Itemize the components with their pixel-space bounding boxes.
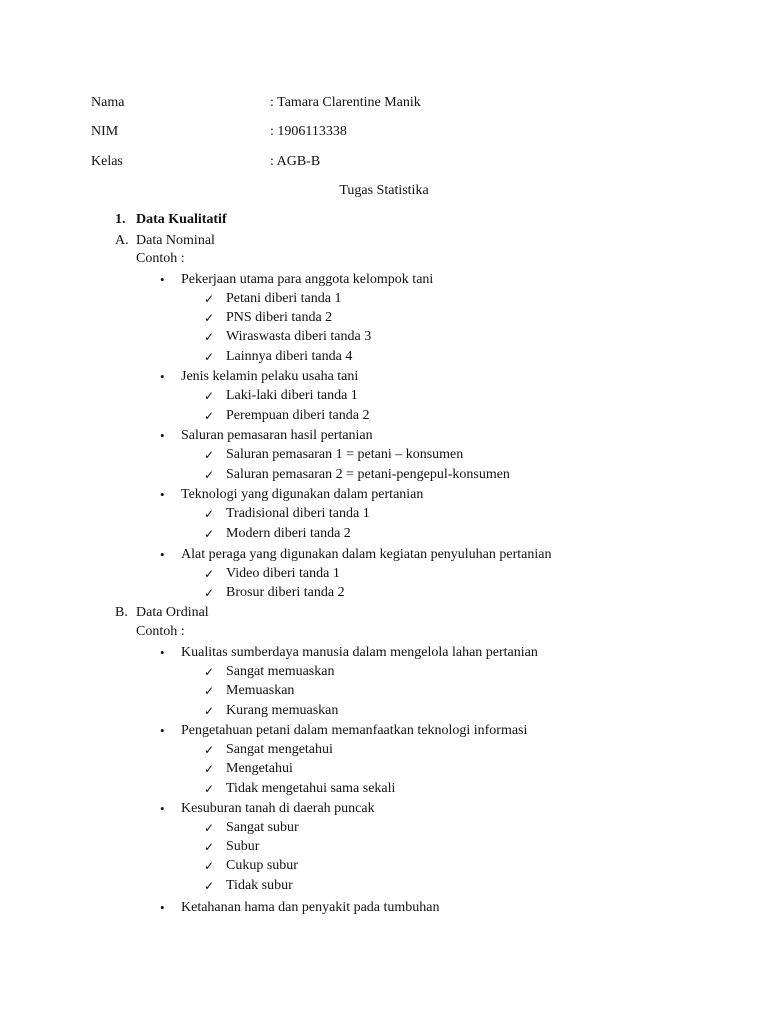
list-item: Saluran pemasaran hasil pertanian xyxy=(181,428,373,443)
list-item: Jenis kelamin pelaku usaha tani xyxy=(181,369,359,384)
checkmark-icon: ✓ xyxy=(204,821,215,835)
list-subitem: Petani diberi tanda 1 xyxy=(226,291,342,306)
list-subitem: Laki-laki diberi tanda 1 xyxy=(226,388,358,403)
list-subitem: Tidak subur xyxy=(226,878,293,893)
nim-label: NIM xyxy=(91,124,119,139)
bullet-icon: • xyxy=(160,369,165,384)
list-subitem: Perempuan diberi tanda 2 xyxy=(226,408,370,423)
checkmark-icon: ✓ xyxy=(204,684,215,698)
list-item: Teknologi yang digunakan dalam pertanian xyxy=(181,487,424,502)
bullet-icon: • xyxy=(160,428,165,443)
checkmark-icon: ✓ xyxy=(204,311,215,325)
nim-value: : 1906113338 xyxy=(270,124,347,139)
list-subitem: Tidak mengetahui sama sekali xyxy=(226,781,396,796)
bullet-icon: • xyxy=(160,723,165,738)
checkmark-icon: ✓ xyxy=(204,704,215,718)
subsection-b-title: Data Ordinal xyxy=(136,605,209,620)
bullet-icon: • xyxy=(160,645,165,660)
list-subitem: Tradisional diberi tanda 1 xyxy=(226,506,370,521)
subsection-b-example-label: Contoh : xyxy=(136,624,185,639)
section-heading: Data Kualitatif xyxy=(136,212,227,227)
list-subitem: Sangat mengetahui xyxy=(226,742,333,757)
list-subitem: Cukup subur xyxy=(226,858,298,873)
bullet-icon: • xyxy=(160,547,165,562)
subsection-a-title: Data Nominal xyxy=(136,233,215,248)
list-subitem: Kurang memuaskan xyxy=(226,703,339,718)
list-item: Kualitas sumberdaya manusia dalam mengelola lahan pertanian xyxy=(181,645,538,660)
list-subitem: Video diberi tanda 1 xyxy=(226,566,340,581)
checkmark-icon: ✓ xyxy=(204,586,215,600)
checkmark-icon: ✓ xyxy=(204,448,215,462)
subsection-a-example-label: Contoh : xyxy=(136,251,185,266)
list-subitem: Saluran pemasaran 2 = petani-pengepul-konsumen xyxy=(226,467,510,482)
list-subitem: Sangat subur xyxy=(226,820,299,835)
checkmark-icon: ✓ xyxy=(204,350,215,364)
list-subitem: Subur xyxy=(226,839,260,854)
checkmark-icon: ✓ xyxy=(204,567,215,581)
class-label: Kelas xyxy=(91,154,123,169)
list-subitem: Mengetahui xyxy=(226,761,293,776)
checkmark-icon: ✓ xyxy=(204,409,215,423)
checkmark-icon: ✓ xyxy=(204,292,215,306)
subsection-b-letter: B. xyxy=(115,605,128,620)
bullet-icon: • xyxy=(160,801,165,816)
bullet-icon: • xyxy=(160,487,165,502)
checkmark-icon: ✓ xyxy=(204,507,215,521)
list-subitem: Wiraswasta diberi tanda 3 xyxy=(226,329,372,344)
checkmark-icon: ✓ xyxy=(204,762,215,776)
list-subitem: Sangat memuaskan xyxy=(226,664,335,679)
checkmark-icon: ✓ xyxy=(204,840,215,854)
list-item: Kesuburan tanah di daerah puncak xyxy=(181,801,375,816)
section-number: 1. xyxy=(115,212,126,227)
checkmark-icon: ✓ xyxy=(204,782,215,796)
checkmark-icon: ✓ xyxy=(204,879,215,893)
class-value: : AGB-B xyxy=(270,154,321,169)
checkmark-icon: ✓ xyxy=(204,330,215,344)
list-item: Ketahanan hama dan penyakit pada tumbuhan xyxy=(181,900,440,915)
bullet-icon: • xyxy=(160,900,165,915)
list-subitem: Memuaskan xyxy=(226,683,295,698)
checkmark-icon: ✓ xyxy=(204,859,215,873)
bullet-icon: • xyxy=(160,272,165,287)
list-subitem: PNS diberi tanda 2 xyxy=(226,310,333,325)
list-subitem: Lainnya diberi tanda 4 xyxy=(226,349,353,364)
list-subitem: Saluran pemasaran 1 = petani – konsumen xyxy=(226,447,464,462)
checkmark-icon: ✓ xyxy=(204,468,215,482)
list-item: Pekerjaan utama para anggota kelompok tani xyxy=(181,272,434,287)
list-subitem: Brosur diberi tanda 2 xyxy=(226,585,345,600)
list-subitem: Modern diberi tanda 2 xyxy=(226,526,351,541)
name-label: Nama xyxy=(91,95,125,110)
checkmark-icon: ✓ xyxy=(204,665,215,679)
name-value: : Tamara Clarentine Manik xyxy=(270,95,421,110)
list-item: Alat peraga yang digunakan dalam kegiatan penyuluhan pertanian xyxy=(181,547,552,562)
checkmark-icon: ✓ xyxy=(204,743,215,757)
list-item: Pengetahuan petani dalam memanfaatkan teknologi informasi xyxy=(181,723,528,738)
document-title: Tugas Statistika xyxy=(339,183,429,198)
checkmark-icon: ✓ xyxy=(204,527,215,541)
checkmark-icon: ✓ xyxy=(204,389,215,403)
subsection-a-letter: A. xyxy=(115,233,129,248)
